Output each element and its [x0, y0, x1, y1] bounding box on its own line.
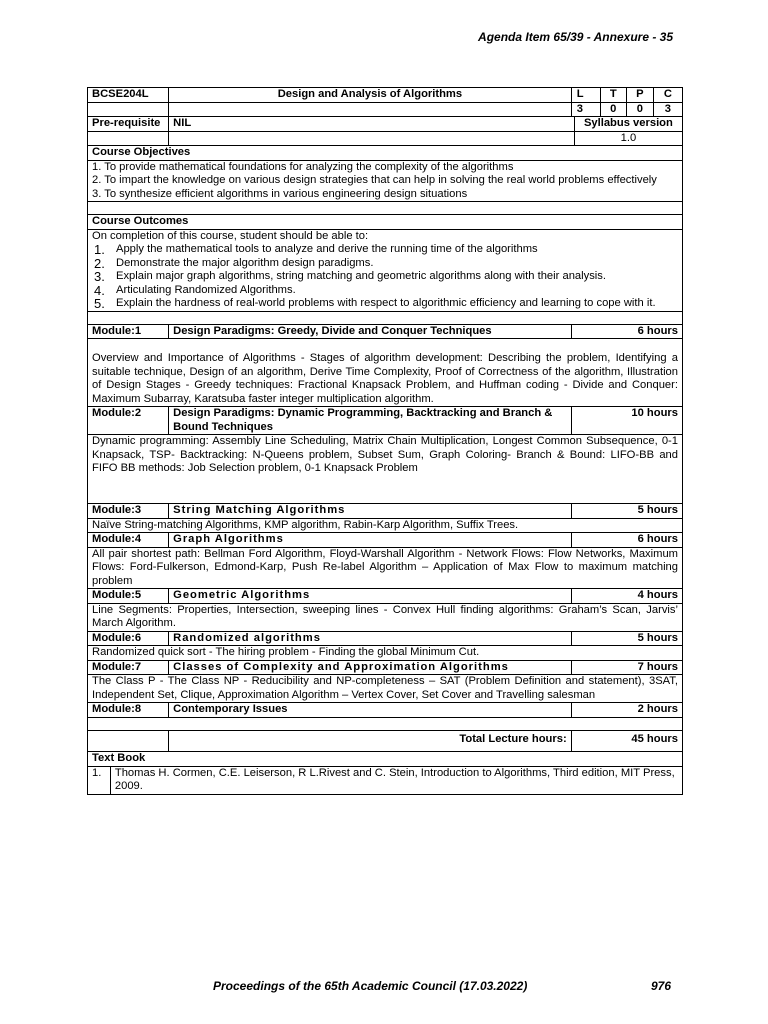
module-hours: 6 hours: [571, 324, 682, 339]
ltpc-label-c: C: [653, 88, 682, 103]
objectives-heading: Course Objectives: [88, 146, 683, 161]
outcome-item: 3. Explain major graph algorithms, string matching and geometric algorithms along with their analysis.: [94, 269, 606, 284]
course-code: BCSE204L: [88, 88, 169, 103]
textbook-text: Thomas H. Cormen, C.E. Leiserson, R L.Rivest and C. Stein, Introduction to Algorithms, Third edition, MIT Press, 2009.: [110, 766, 682, 794]
module-hours: 2 hours: [571, 703, 682, 718]
ltpc-value-p: 0: [626, 102, 653, 117]
module-label: Module:2: [88, 407, 169, 435]
module-content: Dynamic programming: Assembly Line Scheduling, Matrix Chain Multiplication, Longest Common Subsequence, 0-1 Knapsack, TSP- Backtracking: N-Queens problem, Subset Sum, Graph Coloring- Branch & Bound: LIFO-BB and FIFO BB methods: Job Selection problem, 0-1 Knapsack Problem: [88, 435, 683, 504]
module-content: All pair shortest path: Bellman Ford Algorithm, Floyd-Warshall Algorithm - Network Flows: Flow Networks, Maximum Flows: Ford-Fulkerson, Edmond-Karp, Push Re-label Algorithm – Application of Max Flow to maximum matching problem: [88, 547, 683, 589]
outcome-item: 2. Demonstrate the major algorithm design paradigms.: [94, 255, 374, 271]
module-header-row: [88, 660, 683, 675]
syllabus-version-row: [88, 131, 683, 146]
module-content: Naïve String-matching Algorithms, KMP algorithm, Rabin-Karp Algorithm, Suffix Trees.: [88, 518, 683, 533]
module-content: The Class P - The Class NP - Reducibility and NP-completeness – SAT (Problem Definition and statement), 3SAT, Independent Set, Clique, Approximation Algorithm – Vertex Cover, Set Cover and Travelling salesman: [88, 675, 683, 703]
syllabus-version-value: 1.0: [574, 131, 682, 146]
module-hours: 5 hours: [571, 631, 682, 646]
module-label: Module:4: [88, 533, 169, 548]
module-label: Module:5: [88, 589, 169, 604]
module-title: Classes of Complexity and Approximation Algorithms: [169, 660, 572, 675]
module-content: Overview and Importance of Algorithms - Stages of algorithm development: Describing the problem, Identifying a suitable technique, Design of an algorithm, Derive Time Complexity, Proof of Correctness of the algorithm, Illustration of Design Stages - Greedy techniques: Fractional Knapsack Problem, and Huffman coding - Divide and Conquer: Maximum Subarray, Karatsuba faster integer multiplication algorithm.: [88, 339, 683, 407]
module-hours: 4 hours: [571, 589, 682, 604]
module-hours: 6 hours: [571, 533, 682, 548]
module-label: Module:6: [88, 631, 169, 646]
module-header-row: [88, 631, 683, 646]
course-title: Design and Analysis of Algorithms: [169, 88, 572, 103]
module-hours: 10 hours: [571, 407, 682, 435]
module-header-row: [88, 589, 683, 604]
total-label: Total Lecture hours:: [169, 730, 572, 752]
ltpc-label-p: P: [626, 88, 653, 103]
module-header-row: [88, 407, 683, 435]
syllabus-table: [87, 87, 683, 795]
footer-page-number: 976: [651, 979, 672, 993]
module-header-row: [88, 324, 683, 339]
outcome-item: 1. Apply the mathematical tools to analyze and derive the running time of the algorithms: [94, 242, 538, 257]
module-hours: 5 hours: [571, 504, 682, 519]
outcome-item: 5. Explain the hardness of real-world problems with respect to algorithmic efficiency and learning to cope with it.: [94, 296, 656, 311]
objective-item: 2. To impart the knowledge on various design strategies that can help in solving the real world problems effectively: [92, 174, 657, 186]
prerequisite-label: Pre-requisite: [88, 117, 169, 132]
course-code-row: [88, 88, 683, 103]
ltpc-value-l: 3: [571, 102, 600, 117]
ltpc-value-row: [88, 102, 683, 117]
outcomes-intro: On completion of this course, student should be able to:: [92, 229, 369, 242]
outcomes-list: [88, 229, 683, 311]
module-label: Module:7: [88, 660, 169, 675]
prerequisite-value: NIL: [169, 117, 575, 132]
objective-item: 3. To synthesize efficient algorithms in various engineering design situations: [92, 187, 468, 200]
ltpc-value-c: 3: [653, 102, 682, 117]
module-content: Line Segments: Properties, Intersection, sweeping lines - Convex Hull finding algorithms: Graham’s Scan, Jarvis’ March Algorithm.: [88, 603, 683, 631]
textbook-item: [88, 766, 683, 794]
textbook-num: 1.: [88, 766, 111, 794]
ltpc-value-t: 0: [600, 102, 626, 117]
total-row: [88, 730, 683, 752]
module-title: Graph Algorithms: [169, 533, 572, 548]
ltpc-label-t: T: [600, 88, 626, 103]
module-title: Design Paradigms: Dynamic Programming, Backtracking and Branch & Bound Techniques: [169, 407, 572, 435]
module-title: Design Paradigms: Greedy, Divide and Conquer Techniques: [169, 324, 572, 339]
agenda-header: Agenda Item 65/39 - Annexure - 35: [478, 30, 673, 44]
footer-proceedings: Proceedings of the 65th Academic Council (17.03.2022): [213, 979, 528, 993]
module-title: String Matching Algorithms: [169, 504, 572, 519]
module-header-row: [88, 533, 683, 548]
module-label: Module:3: [88, 504, 169, 519]
module-label: Module:1: [88, 324, 169, 339]
outcome-item: 4. Articulating Randomized Algorithms.: [94, 282, 296, 298]
module-content: Randomized quick sort - The hiring problem - Finding the global Minimum Cut.: [88, 646, 683, 661]
outcomes-heading: Course Outcomes: [88, 215, 683, 230]
module-hours: 7 hours: [571, 660, 682, 675]
module-label: Module:8: [88, 703, 169, 718]
total-value: 45 hours: [571, 730, 682, 752]
module-title: Geometric Algorithms: [169, 589, 572, 604]
module-title: Randomized algorithms: [169, 631, 572, 646]
module-title: Contemporary Issues: [169, 703, 572, 718]
module-header-row: [88, 703, 683, 718]
textbook-heading: Text Book: [88, 752, 683, 767]
prerequisite-row: [88, 117, 683, 132]
objective-item: 1. To provide mathematical foundations for analyzing the complexity of the algorithms: [92, 160, 514, 173]
objectives-list: [88, 160, 683, 202]
module-header-row: [88, 504, 683, 519]
syllabus-version-label: Syllabus version: [574, 117, 682, 132]
ltpc-label-l: L: [571, 88, 600, 103]
